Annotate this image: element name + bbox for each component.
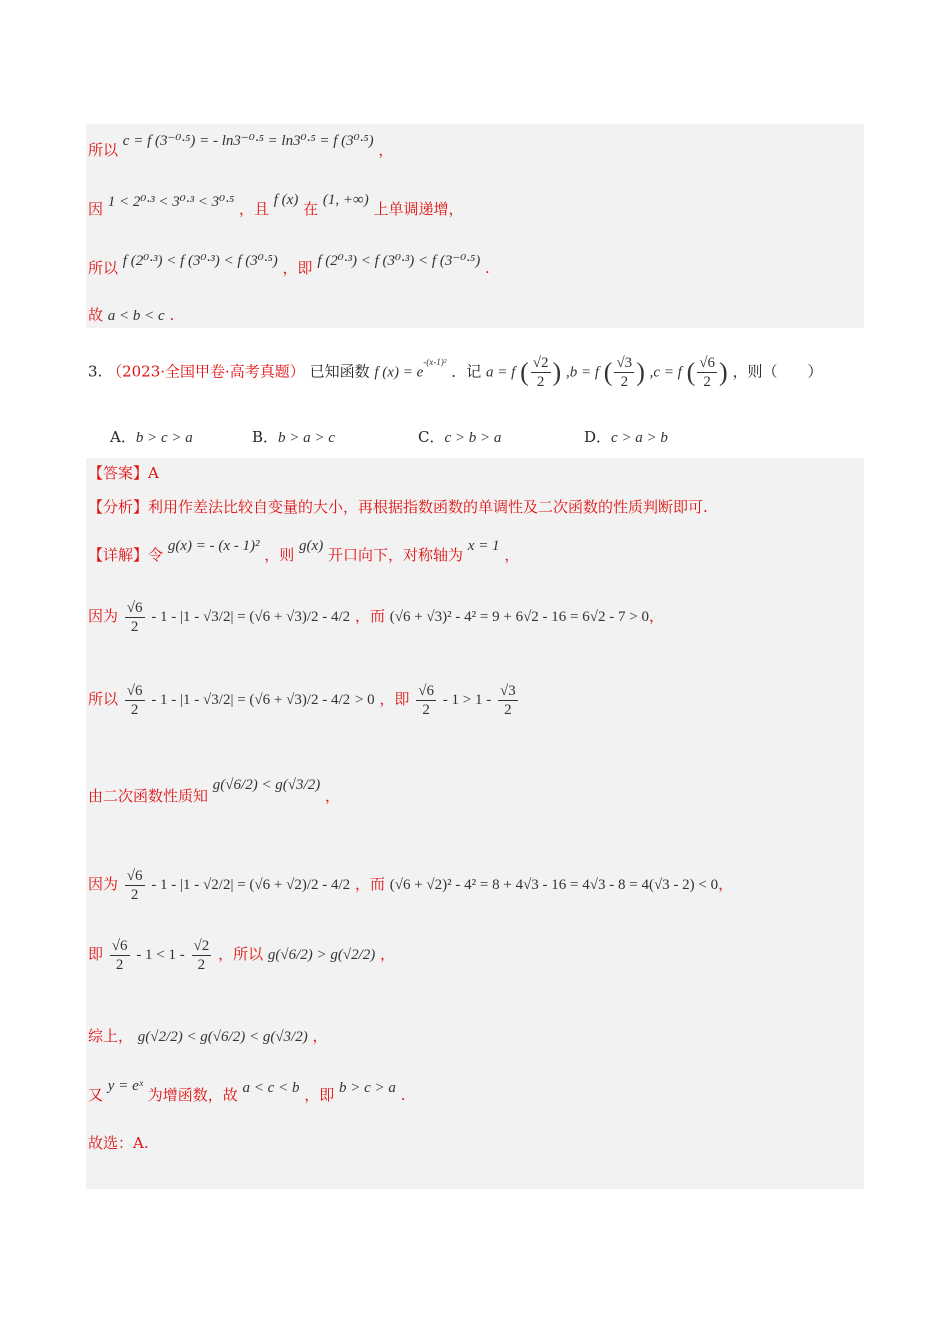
question-source: （2023·全国甲卷·高考真题） — [107, 362, 305, 381]
detail-line-5: 因为 $\frac{√6}{2}$ - 1 - |1 - √2/2| = (√6 + √2)/2 - 4/2 ，而 (√6 + √2)² - 4² = 8 + 4√3 - 16 = 4√3 - 8 = 4(√3 - 2) < 0， — [88, 867, 734, 903]
fraction: $\frac{√2}{2}$ — [532, 355, 549, 390]
detail-line-8: 又 y = eˣ 为增函数，故 a < c < b ，即 b > c > a . — [88, 1078, 406, 1104]
option-a[interactable]: A．b > c > a — [110, 428, 193, 446]
option-c[interactable]: C．c > b > a — [418, 428, 502, 446]
detail-line-2: 因为 $\frac{√6}{2}$ - 1 - |1 - √3/2| = (√6 + √3)/2 - 4/2 ，而 (√6 + √3)² - 4² = 9 + 6√2 - 16 = 6√2 - 7 > 0， — [88, 599, 664, 635]
fraction: $\frac{√6}{2}$ — [126, 599, 143, 635]
prev-line-2: 因 1 < 2⁰·³ < 3⁰·³ < 3⁰·⁵ ，且 f (x) 在 (1, +∞) 上单调递增， — [88, 192, 464, 218]
fraction: $\frac{√2}{2}$ — [193, 937, 210, 973]
prev-line-1: 所以 c = f (3⁻⁰·⁵) = - ln3⁻⁰·⁵ = ln3⁰·⁵ = f (3⁰·⁵) ， — [88, 133, 394, 159]
math-expr: 1 < 2⁰·³ < 3⁰·³ < 3⁰·⁵ — [107, 194, 235, 210]
solution-box — [86, 458, 864, 1189]
detail-line-9 — [88, 1133, 149, 1153]
answer-value: A — [148, 464, 159, 482]
fraction: $\frac{√6}{2}$ — [126, 682, 143, 718]
prev-line-4: 故 a < b < c . — [88, 306, 175, 324]
answer-tag: 【答案】 — [88, 464, 149, 482]
math-expr: f (x) — [273, 192, 299, 208]
question-3: 3. （2023·全国甲卷·高考真题） 已知函数 f $(x) = e^{-(x-1)^2}$ ．记 a = f ( $\frac{√2}{2}$ ) ,b = f ( $\frac{√3}{2}$ ) ,c = f ( $\frac{√6}{2}$ ) ，则（ ） — [88, 355, 823, 390]
math-expr: c = f (3⁻⁰·⁵) = - ln3⁻⁰·⁵ = ln3⁰·⁵ = f (3⁰·⁵) — [122, 133, 374, 149]
final-choice: 故选：A. — [88, 1134, 149, 1152]
math-expr: a < b < c — [107, 308, 165, 324]
fraction: $\frac{√3}{2}$ — [616, 355, 633, 390]
detail-line-1: 【详解】令 g(x) = - (x - 1)² ，则 g(x) 开口向下，对称轴为 x = 1 ， — [88, 538, 520, 564]
detail-line-7: 综上， g(√2/2) < g(√6/2) < g(√3/2) ， — [88, 1027, 328, 1045]
detail-line-3: 所以 $\frac{√6}{2}$ - 1 - |1 - √3/2| = (√6 + √3)/2 - 4/2 > 0 ，即 $\frac{√6}{2}$ - 1 > 1 - $\frac{√3}{2}$ — [88, 682, 516, 718]
math-expr: f (2⁰·³) < f (3⁰·³) < f (3⁰·⁵) — [122, 253, 278, 269]
math-expr: f (2⁰·³) < f (3⁰·³) < f (3⁻⁰·⁵) — [317, 253, 481, 269]
answer-line — [88, 463, 159, 483]
option-b[interactable]: B．b > a > c — [252, 428, 335, 446]
fraction: $\frac{√6}{2}$ — [126, 867, 143, 903]
fraction: $\frac{√6}{2}$ — [418, 682, 434, 718]
analysis-text: 利用作差法比较自变量的大小，再根据指数函数的单调性及二次函数的性质判断即可. — [148, 498, 708, 516]
detail-tag: 【详解】 — [88, 546, 149, 564]
question-number: 3. — [88, 362, 103, 381]
fraction: $\frac{√6}{2}$ — [111, 937, 128, 973]
fraction: $\frac{√6}{2}$ — [699, 355, 716, 390]
detail-line-4: 由二次函数性质知 g(√6/2) < g(√3/2) ， — [88, 777, 340, 805]
analysis-line — [88, 497, 708, 517]
math-expr: (1, +∞) — [322, 192, 369, 208]
analysis-tag: 【分析】 — [88, 498, 149, 516]
detail-line-6: 即 $\frac{√6}{2}$ - 1 < 1 - $\frac{√2}{2}$ ，所以 g(√6/2) > g(√2/2) ， — [88, 937, 396, 973]
fraction: $\frac{√3}{2}$ — [500, 682, 516, 718]
option-d[interactable]: D．c > a > b — [584, 428, 668, 446]
prev-line-3: 所以 f (2⁰·³) < f (3⁰·³) < f (3⁰·⁵) ，即 f (2⁰·³) < f (3⁰·³) < f (3⁻⁰·⁵) . — [88, 253, 490, 277]
